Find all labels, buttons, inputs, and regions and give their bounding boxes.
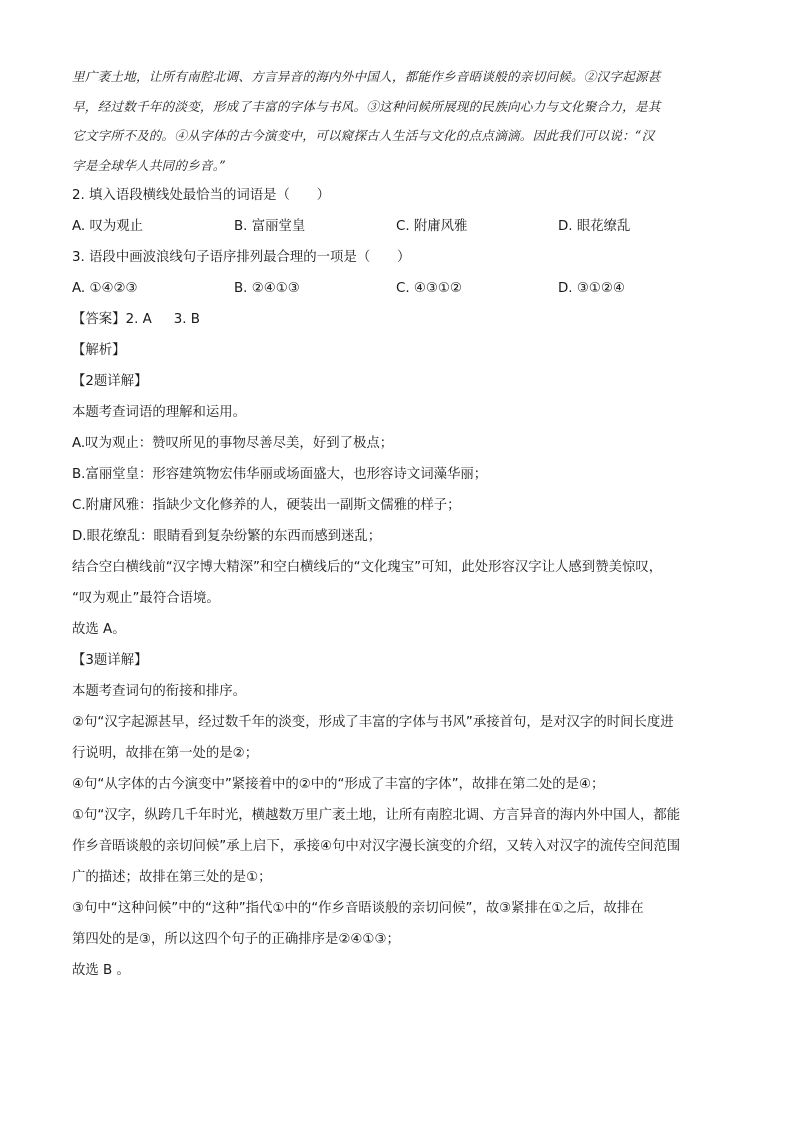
detail-line: 故选 B 。: [72, 963, 130, 978]
detail-line: ④句“从字体的古今演变中”紧接着中的②中的“形成了丰富的字体”，故排在第二处的是④；: [72, 777, 605, 792]
passage-line: 早，经过数千年的淡变，形成了丰富的字体与书风。③这种问候所展现的民族向心力与文化聚合力，是其: [72, 98, 661, 114]
question-3-options: [72, 273, 724, 304]
option-a: A. ①④②③: [72, 281, 138, 296]
answer-line: [72, 304, 724, 335]
detail-line: ③句中“这种问候”中的“这种”指代①中的“作乡音晤谈般的亲切问候”，故③紧排在①之后，故排在: [72, 901, 644, 916]
option-d: D. ③①②④: [558, 281, 625, 296]
option-b: B. ②④①③: [234, 281, 300, 296]
detail-line: 作乡音晤谈般的亲切问候”承上启下，承接④句中对汉字漫长演变的介绍，又转入对汉字的流传空间范围: [72, 839, 681, 854]
detail-line: ②句“汉字起源甚早，经过数千年的淡变，形成了丰富的字体与书风”承接首句，是对汉字的时间长度进: [72, 715, 674, 730]
detail-line: 故选 A。: [72, 622, 126, 637]
option-a: A. 叹为观止: [72, 219, 143, 234]
detail-line: C.附庸风雅：指缺少文化修养的人，硬装出一副斯文儒雅的样子；: [72, 498, 461, 513]
detail-3-section: [72, 645, 724, 986]
answer-q3: 3. B: [173, 312, 200, 327]
option-d: D. 眼花缭乱: [558, 219, 631, 234]
analysis-label: 【解析】: [72, 343, 126, 358]
answer-q2: 2. A: [125, 312, 152, 327]
detail-2-section: [72, 366, 724, 645]
detail-line: B.富丽堂皇：形容建筑物宏伟华丽或场面盛大，也形容诗文词藻华丽；: [72, 467, 488, 482]
passage-line: 里广袤土地，让所有南腔北调、方言异音的海内外中国人，都能作乡音晤谈般的亲切问候。②汉字起源甚: [72, 69, 661, 84]
detail-line: 第四处的是③，所以这四个句子的正确排序是②④①③；: [72, 932, 400, 947]
answer-label: 【答案】: [72, 312, 126, 327]
detail-line: 本题考查词句的衔接和排序。: [72, 684, 247, 699]
detail-line: 广的描述；故排在第三处的是①；: [72, 870, 272, 885]
option-b: B. 富丽堂皇: [234, 219, 306, 234]
question-3-stem: 3. 语段中画波浪线句子语序排列最合理的一项是（ ）: [72, 250, 411, 265]
option-c: C. 附庸风雅: [396, 219, 468, 234]
detail-line: “叹为观止”最符合语境。: [72, 591, 220, 606]
passage-line: 它文字所不及的。④从字体的古今演变中，可以窥探古人生活与文化的点点滴滴。因此我们可以说：“汉: [72, 128, 655, 143]
option-c: C. ④③①②: [396, 281, 462, 296]
passage-line: 字是全球华人共同的乡音。”: [72, 157, 226, 173]
section-heading: 【2题详解】: [72, 374, 148, 389]
document-page: [72, 62, 724, 986]
question-2-options: [72, 211, 724, 242]
question-2-stem: 2. 填入语段横线处最恰当的词语是（ ）: [72, 188, 331, 203]
detail-line: 本题考查词语的理解和运用。: [72, 405, 247, 420]
section-heading: 【3题详解】: [72, 653, 148, 668]
detail-line: A.叹为观止：赞叹所见的事物尽善尽美，好到了极点；: [72, 436, 394, 451]
detail-line: ①句“汉字，纵跨几千年时光，横越数万里广袤土地，让所有南腔北调、方言异音的海内外中国人，都能: [72, 808, 681, 823]
reading-passage: [72, 62, 724, 180]
detail-line: 结合空白横线前“汉字博大精深”和空白横线后的“文化瑰宝”可知，此处形容汉字让人感到赞美惊叹，: [72, 560, 663, 575]
detail-line: 行说明，故排在第一处的是②；: [72, 746, 259, 761]
detail-line: D.眼花缭乱：眼睛看到复杂纷繁的东西而感到迷乱；: [72, 529, 382, 544]
